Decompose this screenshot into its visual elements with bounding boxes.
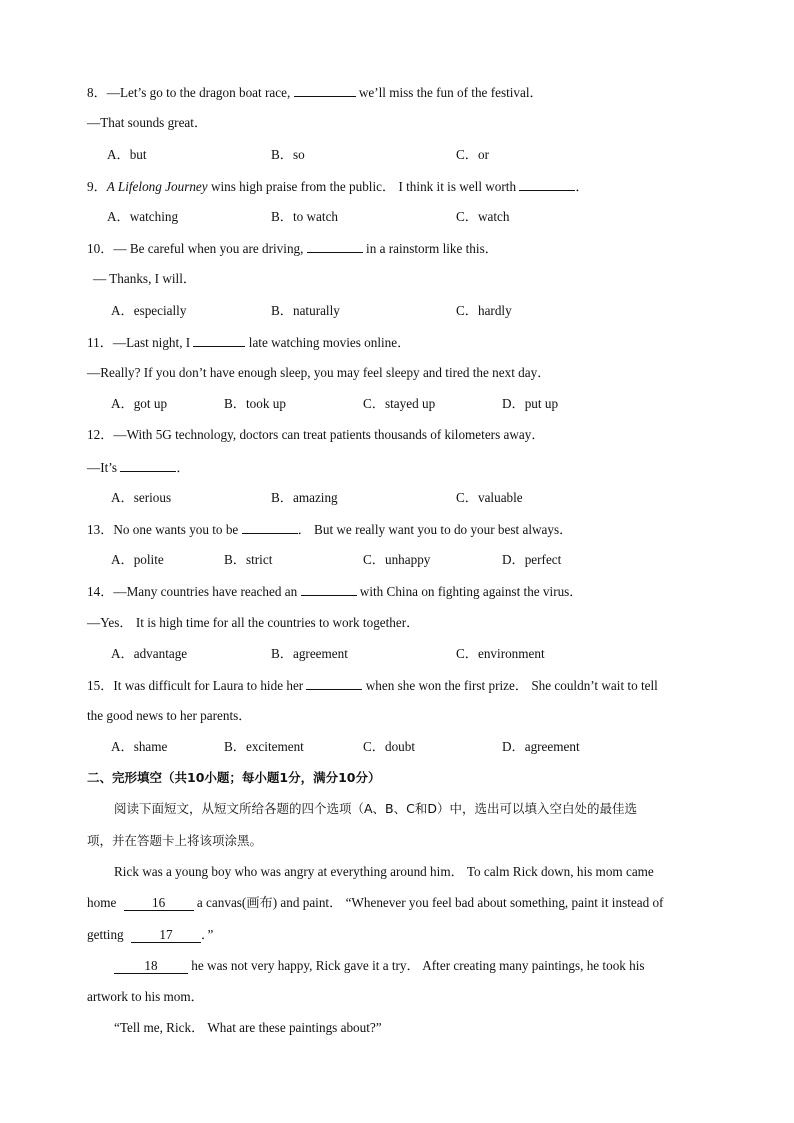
question-number: 14． <box>87 584 114 599</box>
dialogue-line: —That sounds great． <box>87 115 208 130</box>
question-number: 9． <box>87 179 107 194</box>
movie-title: A Lifelong Journey <box>106 179 208 194</box>
option-b: B．so <box>271 147 305 162</box>
option-b: B．strict <box>224 552 273 567</box>
option-a: A．especially <box>111 303 187 318</box>
question-number: 11． <box>87 335 113 350</box>
answer-blank <box>193 333 245 347</box>
passage-line <box>87 926 213 944</box>
answer-blank <box>120 458 176 472</box>
passage-text: getting <box>87 927 124 942</box>
question-text: —Many countries have reached an <box>113 584 298 599</box>
option-b: B．agreement <box>271 646 348 661</box>
option-c: C．or <box>456 147 489 162</box>
passage-text: a canvas(画布) and paint． “Whenever you feel bad about something, paint it instead of <box>196 895 664 910</box>
option-a: A．watching <box>107 209 179 224</box>
question-text: — Be careful when you are driving, <box>113 241 304 256</box>
question-9 <box>87 177 589 196</box>
dialogue-line: —Yes． It is high time for all the countries to work together． <box>87 615 420 630</box>
blank-17: 17 <box>131 927 201 943</box>
question-text: It was difficult for Laura to hide her <box>113 678 304 693</box>
question-number: 12． <box>87 427 114 442</box>
passage-text: he was not very happy, Rick gave it a try． After creating many paintings, he took his <box>191 958 645 973</box>
option-c: C．environment <box>456 646 545 661</box>
option-d: D．put up <box>502 396 559 411</box>
option-b: B．excitement <box>224 739 304 754</box>
passage-line <box>114 957 645 975</box>
question-continuation: the good news to her parents． <box>87 708 252 723</box>
question-number: 8． <box>87 85 107 100</box>
dialogue-text-end: ． <box>176 460 190 475</box>
instruction-text: 阅读下面短文，从短文所给各题的四个选项（A、B、C和D）中，选出可以填入空白处的最佳选 <box>114 801 637 816</box>
question-text-end: with China on fighting against the virus． <box>359 584 583 599</box>
section-heading: 二、完形填空（共10小题；每小题1分，满分10分） <box>87 770 381 785</box>
option-c: C．stayed up <box>363 396 436 411</box>
option-a: A．shame <box>111 739 168 754</box>
question-8 <box>87 83 543 102</box>
question-text: —Let’s go to the dragon boat race, <box>106 85 291 100</box>
question-text-end: ． But we really want you to do your best always． <box>297 522 573 537</box>
option-c: C．doubt <box>363 739 416 754</box>
option-b: B．to watch <box>271 209 339 224</box>
option-c: C．unhappy <box>363 552 431 567</box>
passage-text: home <box>87 895 117 910</box>
answer-blank <box>519 177 575 191</box>
option-d: D．agreement <box>502 739 580 754</box>
answer-blank <box>301 582 357 596</box>
option-d: D．perfect <box>502 552 562 567</box>
passage-text: ．” <box>200 927 214 942</box>
question-10 <box>87 239 498 258</box>
question-14 <box>87 582 583 601</box>
option-b: B．naturally <box>271 303 340 318</box>
option-c: C．hardly <box>456 303 512 318</box>
blank-18: 18 <box>114 958 188 974</box>
option-c: C．valuable <box>456 490 523 505</box>
dialogue-text: —It’s <box>87 460 118 475</box>
question-number: 15． <box>87 678 114 693</box>
question-text-end: when she won the first prize． She couldn’t wait to tell <box>365 678 658 693</box>
option-a: A．advantage <box>111 646 188 661</box>
option-a: A．serious <box>111 490 172 505</box>
answer-blank <box>242 520 298 534</box>
question-text: No one wants you to be <box>113 522 239 537</box>
option-a: A．but <box>107 147 147 162</box>
question-text-end: ． <box>575 179 589 194</box>
passage-line: Rick was a young boy who was angry at everything around him． To calm Rick down, his mom came <box>114 864 654 879</box>
dialogue-line: —Really? If you don’t have enough sleep, you may feel sleepy and tired the next day． <box>87 365 551 380</box>
option-b: B．amazing <box>271 490 338 505</box>
option-a: A．polite <box>111 552 164 567</box>
question-text-end: in a rainstorm like this． <box>366 241 498 256</box>
question-number: 10． <box>87 241 114 256</box>
question-text-end: late watching movies online． <box>248 335 411 350</box>
question-11 <box>87 333 410 352</box>
question-text: —With 5G technology, doctors can treat patients thousands of kilometers away． <box>113 427 545 442</box>
option-b: B．took up <box>224 396 286 411</box>
option-c: C．watch <box>456 209 510 224</box>
option-a: A．got up <box>111 396 168 411</box>
passage-line: “Tell me, Rick． What are these paintings about?” <box>114 1020 382 1035</box>
answer-blank <box>306 676 362 690</box>
answer-blank <box>307 239 363 253</box>
passage-line <box>87 894 663 912</box>
question-number: 13． <box>87 522 114 537</box>
dialogue-line <box>87 458 190 477</box>
dialogue-line: — Thanks, I will． <box>93 271 197 286</box>
question-12 <box>87 426 545 444</box>
instruction-text: 项，并在答题卡上将该项涂黑。 <box>87 833 263 848</box>
question-text-end: we’ll miss the fun of the festival． <box>358 85 543 100</box>
question-15 <box>87 676 658 695</box>
question-text: —Last night, I <box>112 335 191 350</box>
answer-blank <box>294 83 356 97</box>
question-text: wins high praise from the public． I think it is well worth <box>210 179 517 194</box>
passage-line: artwork to his mom． <box>87 989 204 1004</box>
blank-16: 16 <box>124 895 194 911</box>
question-13 <box>87 520 572 539</box>
